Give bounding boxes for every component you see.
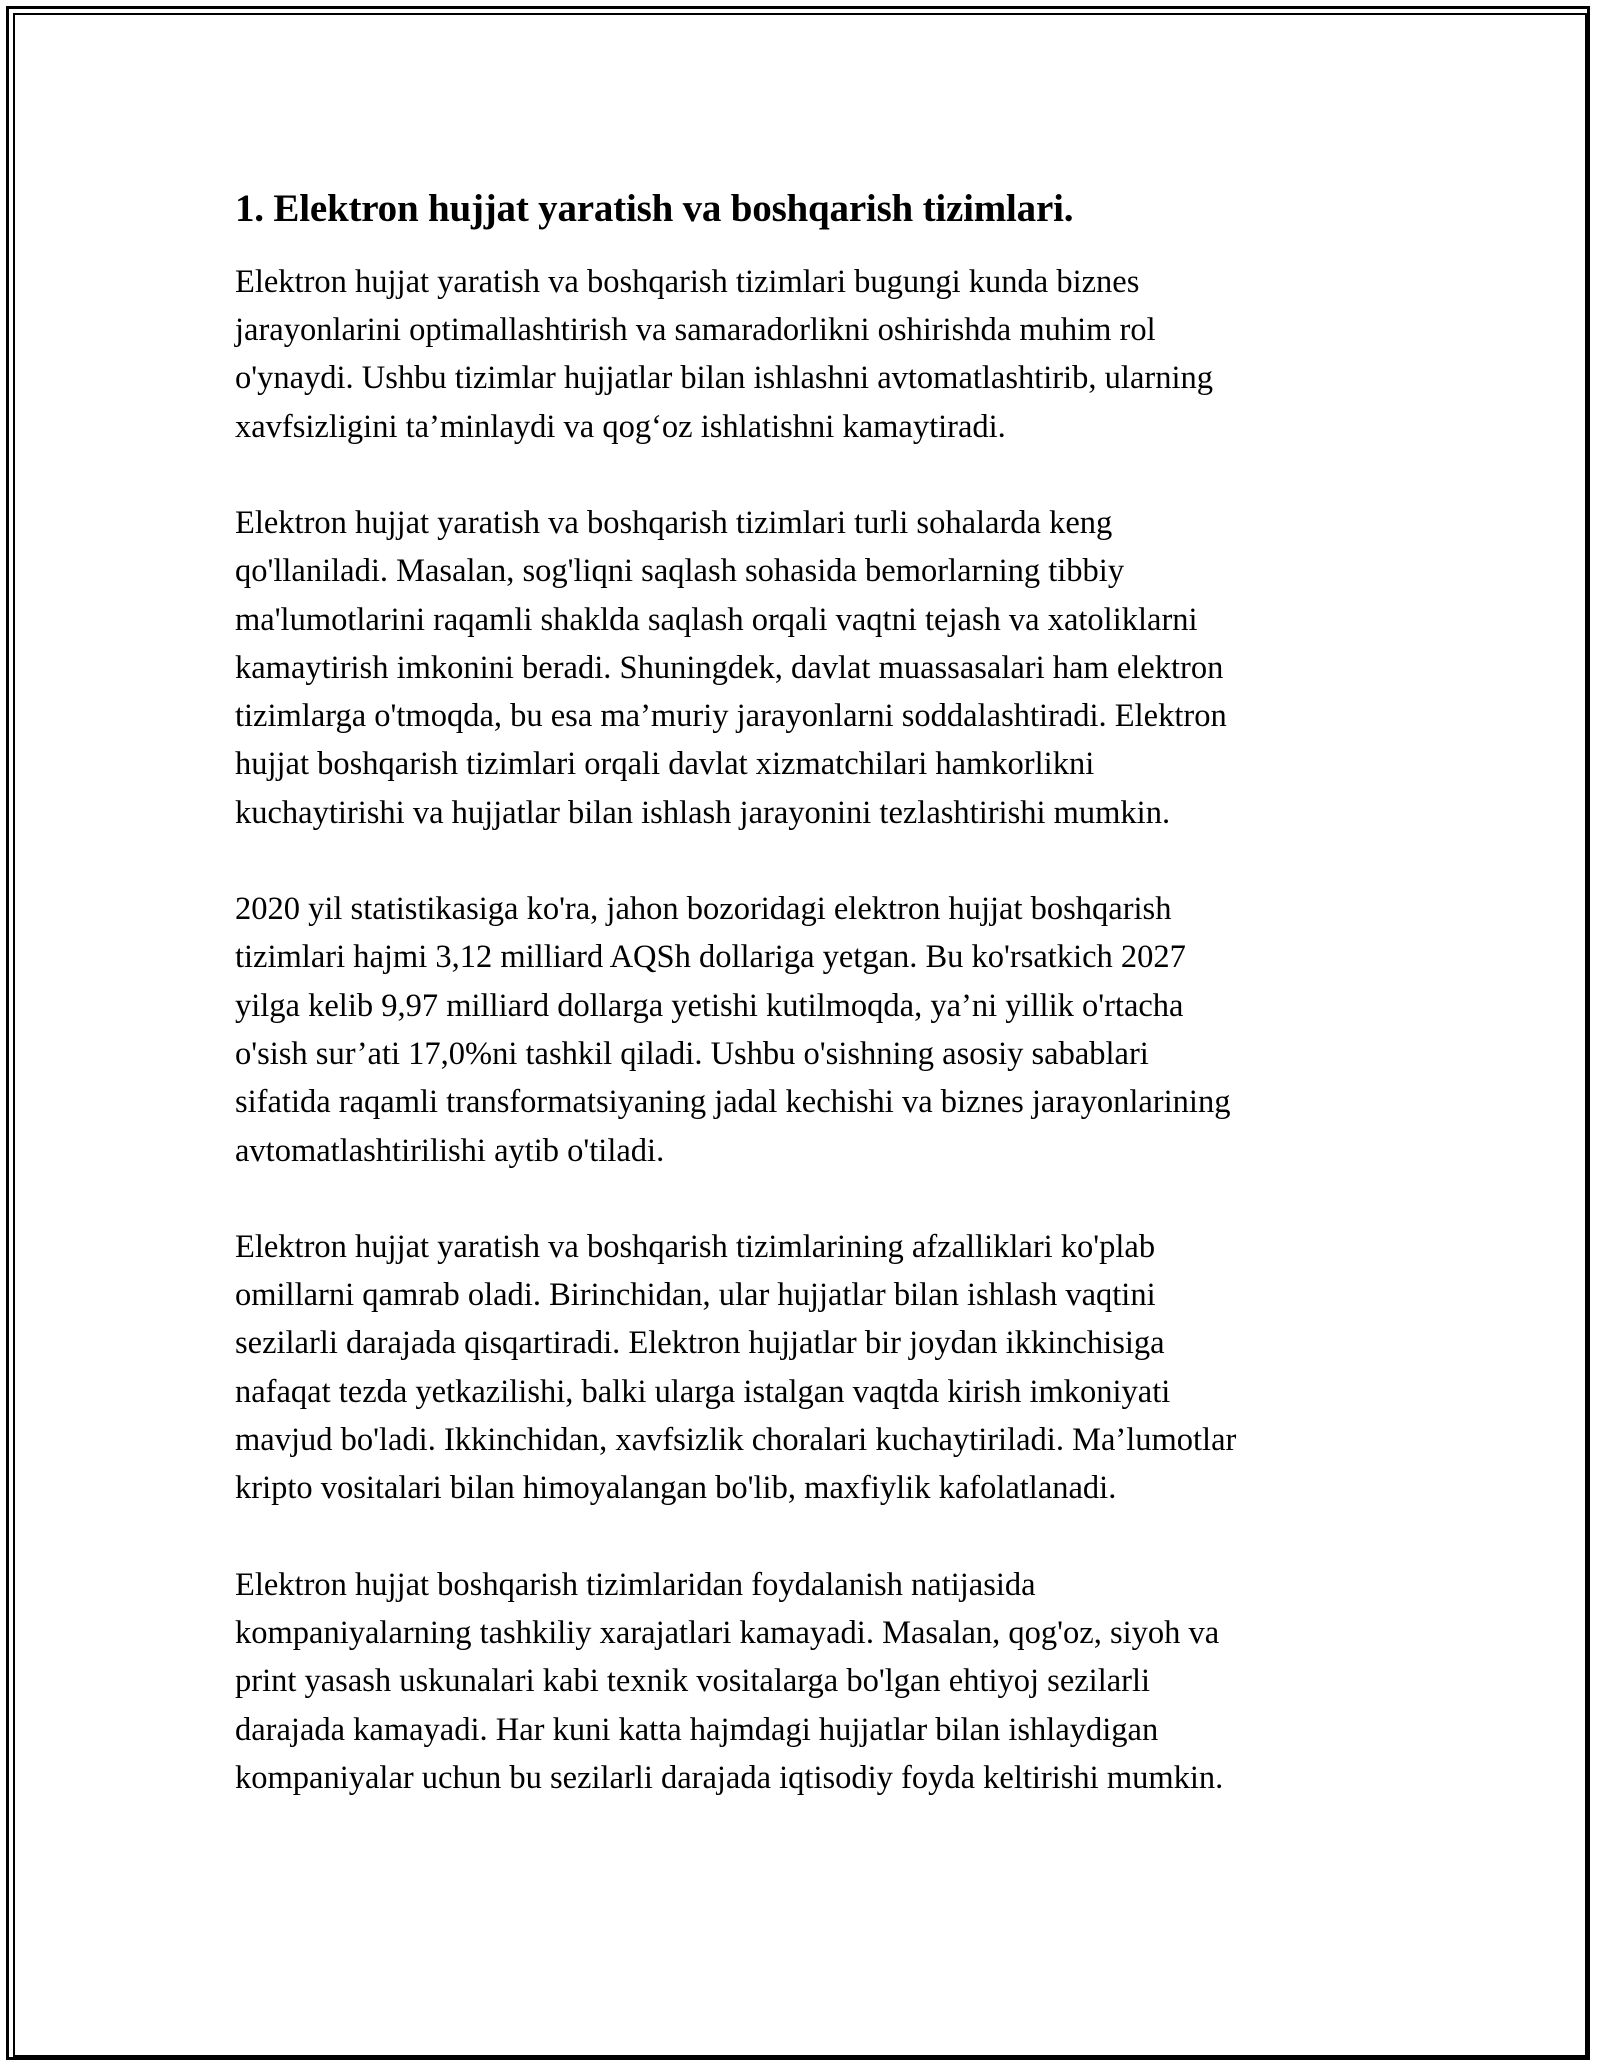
document-body (235, 186, 1385, 1850)
paragraph-3 (235, 885, 1385, 1175)
text-line: sifatida raqamli transformatsiyaning jadal kechishi va biznes jarayonlarining (235, 1084, 1231, 1121)
text-line: sezilarli darajada qisqartiradi. Elektron hujjatlar bir joydan ikkinchisiga (235, 1325, 1165, 1362)
text-line: kompaniyalar uchun bu sezilarli darajada iqtisodiy foyda keltirishi mumkin. (235, 1759, 1224, 1796)
text-line: Elektron hujjat yaratish va boshqarish tizimlarining afzalliklari ko'plab (235, 1228, 1156, 1265)
text-line: o'ynaydi. Ushbu tizimlar hujjatlar bilan ishlashni avtomatlashtirib, ularning (235, 360, 1213, 397)
paragraph-5 (235, 1561, 1385, 1802)
text-line: qo'llaniladi. Masalan, sog'liqni saqlash sohasida bemorlarning tibbiy (235, 553, 1125, 590)
text-line: o'sish sur’ati 17,0%ni tashkil qiladi. Ushbu o'sishning asosiy sabablari (235, 1035, 1149, 1072)
text-line: hujjat boshqarish tizimlari orqali davlat xizmatchilari hamkorlikni (235, 746, 1095, 783)
text-line: nafaqat tezda yetkazilishi, balki ularga istalgan vaqtda kirish imkoniyati (235, 1373, 1171, 1410)
paragraph-4 (235, 1223, 1385, 1513)
text-line: darajada kamayadi. Har kuni katta hajmdagi hujjatlar bilan ishlaydigan (235, 1711, 1159, 1748)
text-line: yilga kelib 9,97 milliard dollarga yetishi kutilmoqda, ya’ni yillik o'rtacha (235, 987, 1184, 1024)
text-line: mavjud bo'ladi. Ikkinchidan, xavfsizlik choralari kuchaytiriladi. Ma’lumotlar (235, 1422, 1237, 1459)
text-line: avtomatlashtirilishi aytib o'tiladi. (235, 1132, 665, 1169)
text-line: ma'lumotlarini raqamli shaklda saqlash orqali vaqtni tejash va xatoliklarni (235, 601, 1198, 638)
text-line: tizimlari hajmi 3,12 milliard AQSh dollariga yetgan. Bu ko'rsatkich 2027 (235, 939, 1186, 976)
text-line: kompaniyalarning tashkiliy xarajatlari kamayadi. Masalan, qog'oz, siyoh va (235, 1614, 1220, 1651)
text-line: omillarni qamrab oladi. Birinchidan, ular hujjatlar bilan ishlash vaqtini (235, 1277, 1156, 1314)
text-line: Elektron hujjat yaratish va boshqarish tizimlari turli sohalarda keng (235, 504, 1113, 541)
text-line: kripto vositalari bilan himoyalangan bo'lib, maxfiylik kafolatlanadi. (235, 1470, 1117, 1507)
text-line: xavfsizligini ta’minlaydi va qog‘oz ishlatishni kamaytiradi. (235, 408, 1006, 445)
text-line: Elektron hujjat yaratish va boshqarish tizimlari bugungi kunda biznes (235, 263, 1140, 300)
text-line: print yasash uskunalari kabi texnik vositalarga bo'lgan ehtiyoj sezilarli (235, 1663, 1151, 1700)
paragraph-1 (235, 258, 1385, 451)
text-line: Elektron hujjat boshqarish tizimlaridan foydalanish natijasida (235, 1566, 1036, 1603)
text-line: 2020 yil statistikasiga ko'ra, jahon bozoridagi elektron hujjat boshqarish (235, 891, 1172, 928)
text-line: kuchaytirishi va hujjatlar bilan ishlash jarayonini tezlashtirishi mumkin. (235, 794, 1171, 831)
paragraph-2 (235, 499, 1385, 837)
text-line: kamaytirish imkonini beradi. Shuningdek, davlat muassasalari ham elektron (235, 649, 1224, 686)
text-line: tizimlarga o'tmoqda, bu esa ma’muriy jarayonlarni soddalashtiradi. Elektron (235, 698, 1227, 735)
text-line: jarayonlarini optimallashtirish va samaradorlikni oshirishda muhim rol (235, 312, 1156, 349)
section-heading: 1. Elektron hujjat yaratish va boshqarish tizimlari. (235, 187, 1074, 230)
